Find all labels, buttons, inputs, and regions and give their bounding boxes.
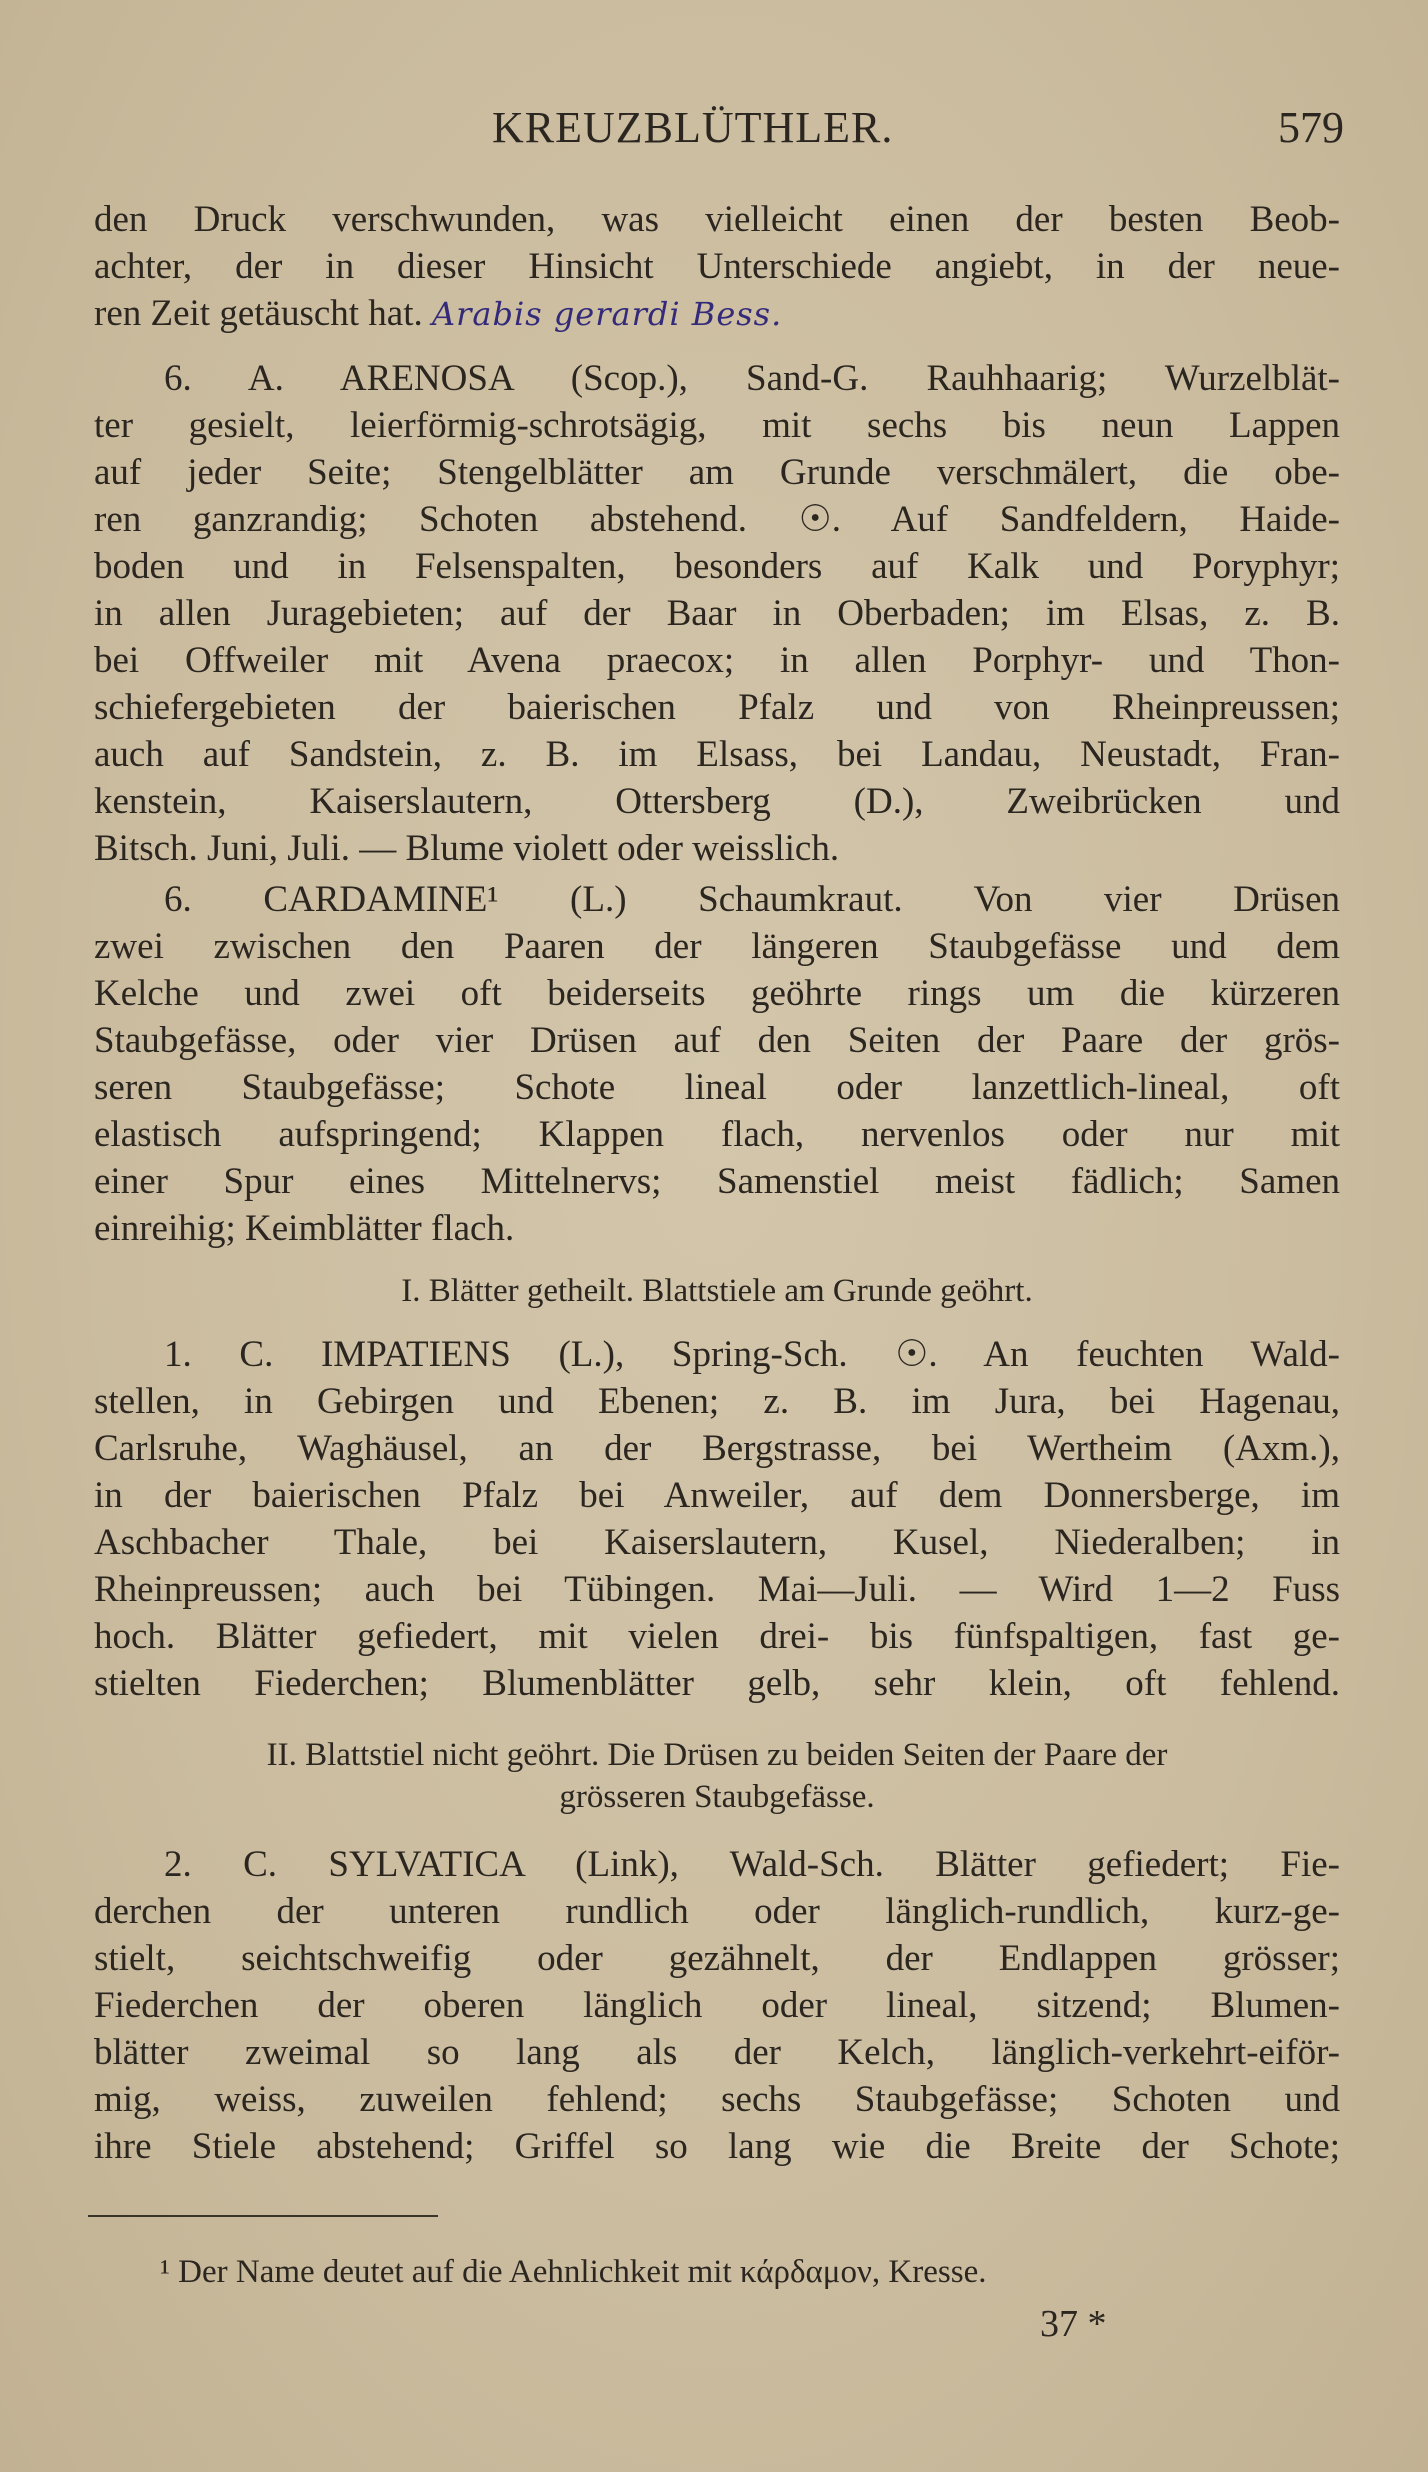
text-line [94,290,1340,337]
text-line: auch auf Sandstein, z. B. im Elsass, bei Landau, Neustadt, Fran- [94,734,1340,775]
text-line: Kelche und zwei oft beiderseits geöhrte rings um die kürzeren [94,973,1340,1014]
text-line: Staubgefässe, oder vier Drüsen auf den Seiten der Paare der grös- [94,1020,1340,1061]
text-line: seren Staubgefässe; Schote lineal oder lanzettlich-lineal, oft [94,1067,1340,1108]
text-line: Fiederchen der oberen länglich oder lineal, sitzend; Blumen- [94,1985,1340,2026]
text-line: stielt, seichtschweifig oder gezähnelt, der Endlappen grösser; [94,1938,1340,1979]
text-line: kenstein, Kaiserslautern, Ottersberg (D.), Zweibrücken und [94,781,1340,822]
text-line: bei Offweiler mit Avena praecox; in allen Porphyr- und Thon- [94,640,1340,681]
text-line: 6. A. ARENOSA (Scop.), Sand-G. Rauhhaarig; Wurzelblät- [164,358,1340,399]
text-line: 6. CARDAMINE¹ (L.) Schaumkraut. Von vier Drüsen [164,879,1340,920]
text-line: elastisch aufspringend; Klappen flach, nervenlos oder nur mit [94,1114,1340,1155]
text-line: Rheinpreussen; auch bei Tübingen. Mai—Juli. — Wird 1—2 Fuss [94,1569,1340,1610]
text-line: ter gesielt, leierförmig-schrotsägig, mit sechs bis neun Lappen [94,405,1340,446]
text-line: ren ganzrandig; Schoten abstehend. ☉. Auf Sandfeldern, Haide- [94,499,1340,540]
text-line: in allen Juragebieten; auf der Baar in Oberbaden; im Elsas, z. B. [94,593,1340,634]
text-line: blätter zweimal so lang als der Kelch, länglich-verkehrt-eiför- [94,2032,1340,2073]
text-line: 1. C. IMPATIENS (L.), Spring-Sch. ☉. An feuchten Wald- [164,1334,1340,1375]
section-heading: grösseren Staubgefässe. [559,1779,875,1815]
text-line: den Druck verschwunden, was vielleicht einen der besten Beob- [94,199,1340,240]
page-number: 579 [1278,103,1344,152]
section-heading: I. Blätter getheilt. Blattstiele am Grunde geöhrt. [401,1273,1033,1309]
text-line: ihre Stiele abstehend; Griffel so lang wie die Breite der Schote; [94,2126,1340,2167]
text-line: Carlsruhe, Waghäusel, an der Bergstrasse, bei Wertheim (Axm.), [94,1428,1340,1469]
text-line: mig, weiss, zuweilen fehlend; sechs Staubgefässe; Schoten und [94,2079,1340,2120]
section-heading: II. Blattstiel nicht geöhrt. Die Drüsen zu beiden Seiten der Paare der [266,1737,1168,1773]
footnote: ¹ Der Name deutet auf die Aehnlichkeit mit κάρδαμον, Kresse. [160,2254,987,2290]
text-line: achter, der in dieser Hinsicht Unterschiede angiebt, in der neue- [94,246,1340,287]
text-line: zwei zwischen den Paaren der längeren Staubgefässe und dem [94,926,1340,967]
text-line-content: ren Zeit getäuscht hat. [94,293,423,334]
text-line: boden und in Felsenspalten, besonders auf Kalk und Poryphyr; [94,546,1340,587]
signature-mark: 37 * [1040,2303,1107,2345]
text-line: Bitsch. Juni, Juli. — Blume violett oder weisslich. [94,828,840,869]
text-line: einreihig; Keimblätter flach. [94,1208,515,1249]
text-line: stielten Fiederchen; Blumenblätter gelb, sehr klein, oft fehlend. [94,1663,1340,1704]
text-line: Aschbacher Thale, bei Kaiserslautern, Kusel, Niederalben; in [94,1522,1340,1563]
text-line: hoch. Blätter gefiedert, mit vielen drei- bis fünfspaltigen, fast ge- [94,1616,1340,1657]
text-line: schiefergebieten der baierischen Pfalz und von Rheinpreussen; [94,687,1340,728]
running-title: KREUZBLÜTHLER. [492,103,894,152]
text-line: derchen der unteren rundlich oder länglich-rundlich, kurz-ge- [94,1891,1340,1932]
text-line: auf jeder Seite; Stengelblätter am Grunde verschmälert, die obe- [94,452,1340,493]
text-line: in der baierischen Pfalz bei Anweiler, auf dem Donnersberge, im [94,1475,1340,1516]
page-header [0,102,1428,158]
text-line: stellen, in Gebirgen und Ebenen; z. B. im Jura, bei Hagenau, [94,1381,1340,1422]
text-line: einer Spur eines Mittelnervs; Samenstiel meist fädlich; Samen [94,1161,1340,1202]
text-line: 2. C. SYLVATICA (Link), Wald-Sch. Blätter gefiedert; Fie- [164,1844,1340,1885]
footnote-divider [88,2215,438,2217]
handwritten-annotation: Arabis gerardi Bess. [432,295,783,333]
